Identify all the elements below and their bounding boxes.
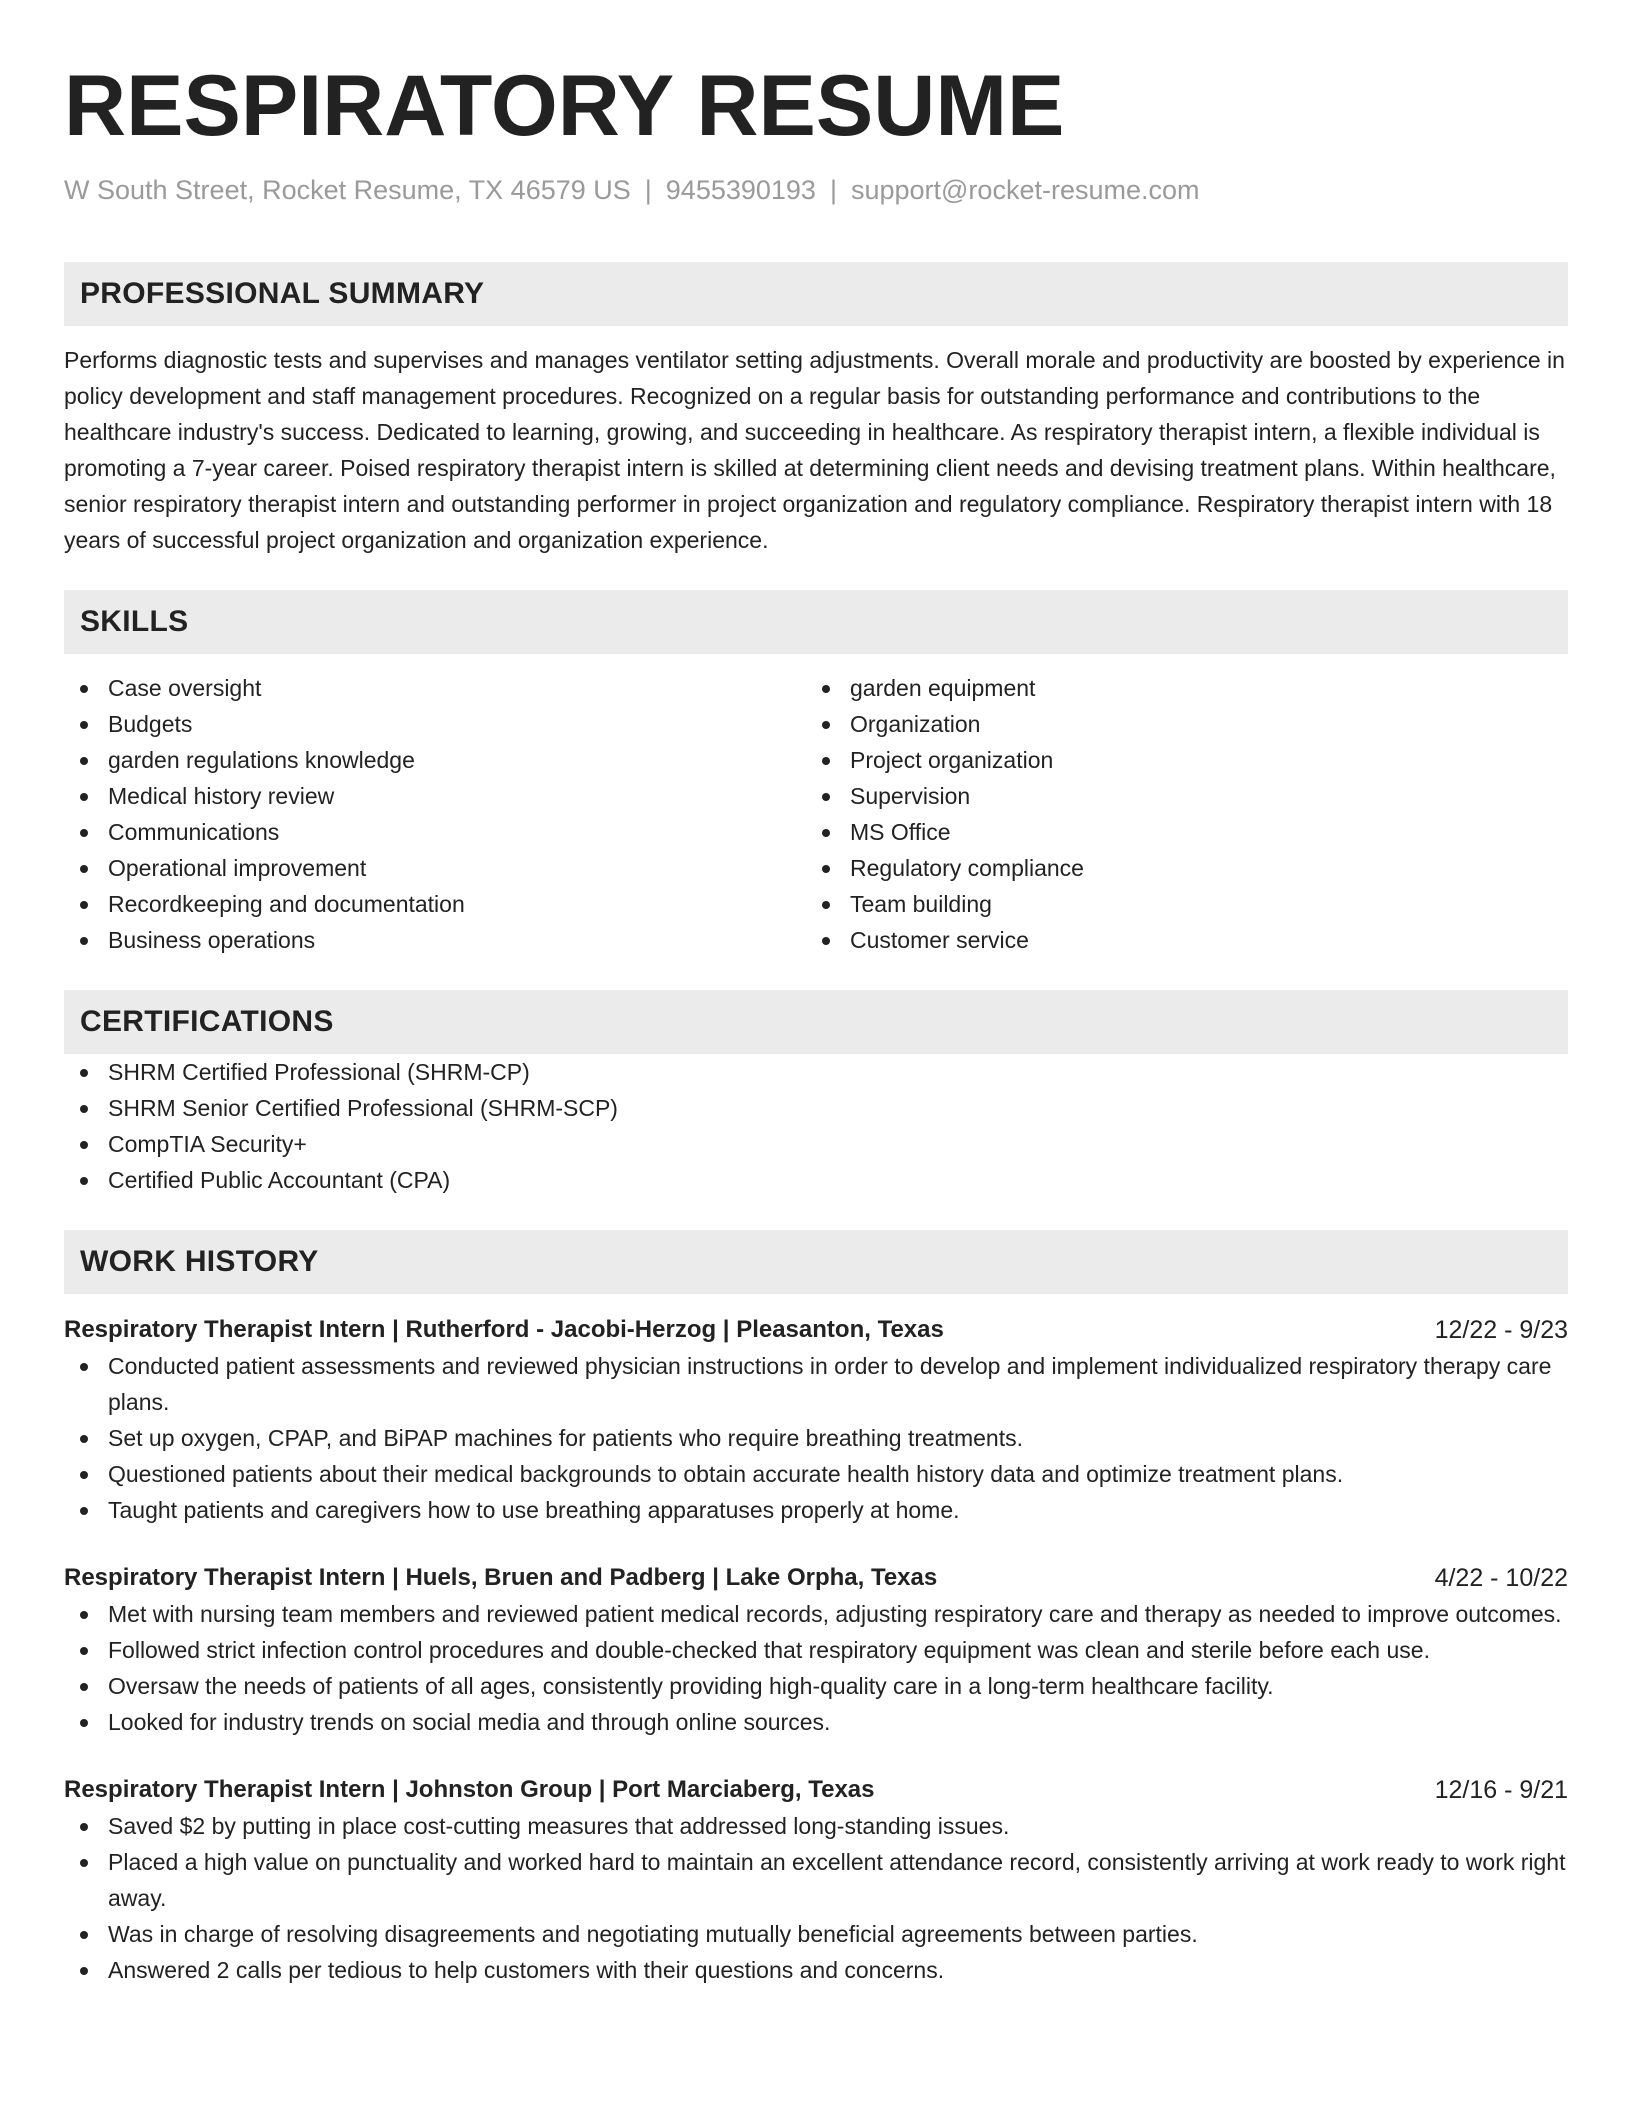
skill-item: Regulatory compliance [806,850,1548,886]
skill-item: Team building [806,886,1548,922]
job-bullets [64,1596,1568,1740]
job-bullets [64,1348,1568,1528]
skills-column-right [806,670,1548,958]
job-bullet: Questioned patients about their medical backgrounds to obtain accurate health history data and optimize treatment plans. [64,1456,1568,1492]
job-entry [64,1772,1568,1988]
job-bullet: Set up oxygen, CPAP, and BiPAP machines for patients who require breathing treatments. [64,1420,1568,1456]
skill-item: Medical history review [64,778,806,814]
contact-separator: | [829,175,837,205]
skills-list [64,670,1568,958]
certification-item: CompTIA Security+ [64,1126,1568,1162]
job-dates: 4/22 - 10/22 [1434,1564,1568,1592]
skill-item: Operational improvement [64,850,806,886]
job-dates: 12/22 - 9/23 [1434,1316,1568,1344]
contact-address: W South Street, Rocket Resume, TX 46579 US [64,175,631,205]
job-title-row [64,1560,1568,1596]
job-bullet: Met with nursing team members and reviewed patient medical records, adjusting respiratory care and therapy as needed to improve outcomes. [64,1596,1568,1632]
skill-item: MS Office [806,814,1548,850]
skill-item: Customer service [806,922,1548,958]
section-header-certifications: CERTIFICATIONS [64,990,1568,1054]
job-bullets [64,1808,1568,1988]
contact-email: support@rocket-resume.com [850,175,1200,205]
job-title-row [64,1312,1568,1348]
job-bullet: Placed a high value on punctuality and worked hard to maintain an excellent attendance record, consistently arriving at work ready to work right away. [64,1844,1568,1916]
skill-item: Business operations [64,922,806,958]
job-heading: Respiratory Therapist Intern | Rutherford - Jacobi-Herzog | Pleasanton, Texas [64,1316,944,1343]
certification-item: SHRM Certified Professional (SHRM-CP) [64,1054,1568,1090]
job-bullet: Followed strict infection control procedures and double-checked that respiratory equipment was clean and sterile before each use. [64,1632,1568,1668]
contact-line [64,172,1568,208]
skill-item: Recordkeeping and documentation [64,886,806,922]
job-heading: Respiratory Therapist Intern | Huels, Bruen and Padberg | Lake Orpha, Texas [64,1564,938,1591]
job-bullet: Was in charge of resolving disagreements and negotiating mutually beneficial agreements between parties. [64,1916,1568,1952]
job-title-row [64,1772,1568,1808]
certification-item: Certified Public Accountant (CPA) [64,1162,1568,1198]
job-bullet: Taught patients and caregivers how to use breathing apparatuses properly at home. [64,1492,1568,1528]
job-bullet: Answered 2 calls per tedious to help customers with their questions and concerns. [64,1952,1568,1988]
section-header-summary: PROFESSIONAL SUMMARY [64,262,1568,326]
resume-page [64,56,1568,1988]
skills-column-left [64,670,806,958]
section-header-work-history: WORK HISTORY [64,1230,1568,1294]
job-bullet: Oversaw the needs of patients of all ages, consistently providing high-quality care in a long-term healthcare facility. [64,1668,1568,1704]
certifications-list [64,1054,1568,1198]
section-header-skills: SKILLS [64,590,1568,654]
skill-item: Case oversight [64,670,806,706]
contact-phone: 9455390193 [665,175,816,205]
skill-item: garden regulations knowledge [64,742,806,778]
certification-item: SHRM Senior Certified Professional (SHRM-SCP) [64,1090,1568,1126]
skill-item: Budgets [64,706,806,742]
job-heading: Respiratory Therapist Intern | Johnston Group | Port Marciaberg, Texas [64,1776,875,1803]
resume-name: RESPIRATORY RESUME [64,58,1065,154]
job-bullet: Looked for industry trends on social media and through online sources. [64,1704,1568,1740]
skill-item: Organization [806,706,1548,742]
job-entry [64,1560,1568,1740]
job-dates: 12/16 - 9/21 [1434,1776,1568,1804]
job-bullet: Saved $2 by putting in place cost-cutting measures that addressed long-standing issues. [64,1808,1568,1844]
job-bullet: Conducted patient assessments and reviewed physician instructions in order to develop and implement individualized respiratory therapy care plans. [64,1348,1568,1420]
job-entry [64,1312,1568,1528]
contact-separator: | [644,175,652,205]
skill-item: Supervision [806,778,1548,814]
skill-item: Communications [64,814,806,850]
skill-item: Project organization [806,742,1548,778]
skill-item: garden equipment [806,670,1548,706]
summary-text: Performs diagnostic tests and supervises and manages ventilator setting adjustments. Overall morale and productivity are boosted by experience in policy development and staff management procedures. Recognized on a regular basis for outstanding performance and contributions to the healthcare industry's success. Dedicated to learning, growing, and succeeding in healthcare. As respiratory therapist intern, a flexible individual is promoting a 7-year career. Poised respiratory therapist intern is skilled at determining client needs and devising treatment plans. Within healthcare, senior respiratory therapist intern and outstanding performer in project organization and regulatory compliance. Respiratory therapist intern with 18 years of successful project organization and organization experience. [64,347,1565,553]
